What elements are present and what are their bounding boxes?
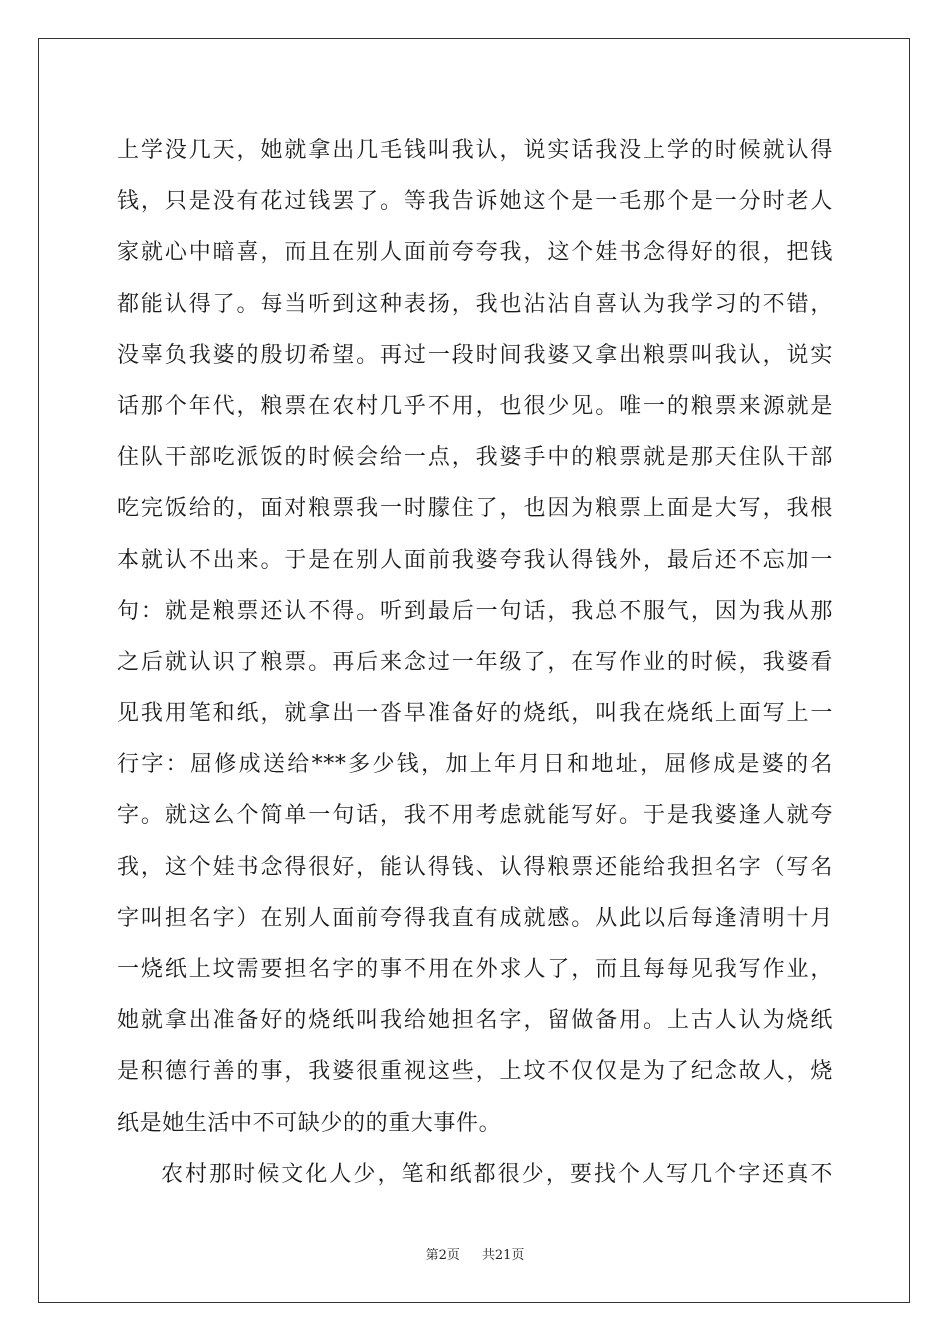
paragraph-line: 纸是她生活中不可缺少的的重大事件。 (117, 1110, 502, 1136)
page-total: 共21页 (481, 1248, 525, 1263)
paragraph-line: 句：就是粮票还认不得。听到最后一句话，我总不服气，因为我从那 (117, 598, 833, 624)
paragraph-line: 家就心中暗喜，而且在别人面前夸夸我，这个娃书念得好的很，把钱 (117, 240, 833, 266)
paragraph-line: 农村那时候文化人少，笔和纸都很少，要找个人写几个字还真不 (161, 1161, 833, 1187)
paragraph-line: 话那个年代，粮票在农村几乎不用，也很少见。唯一的粮票来源就是 (117, 393, 833, 419)
paragraph-line: 钱，只是没有花过钱罢了。等我告诉她这个是一毛那个是一分时老人 (117, 189, 833, 215)
paragraph-line: 字。就这么个简单一句话，我不用考虑就能写好。于是我婆逢人就夸 (117, 803, 833, 829)
paragraph-line: 她就拿出准备好的烧纸叫我给她担名字，留做备用。上古人认为烧纸 (117, 1008, 833, 1034)
paragraph-line: 行字：屈修成送给***多少钱，加上年月日和地址，屈修成是婆的名 (117, 752, 833, 778)
paragraph-line: 上学没几天，她就拿出几毛钱叫我认，说实话我没上学的时候就认得 (117, 138, 833, 163)
paragraph-line: 本就认不出来。于是在别人面前我婆夸我认得钱外，最后还不忘加一 (117, 547, 833, 573)
paragraph-line: 没辜负我婆的殷切希望。再过一段时间我婆又拿出粮票叫我认，说实 (117, 342, 833, 368)
paragraph-line: 吃完饭给的，面对粮票我一时朦住了，也因为粮票上面是大写，我根 (117, 496, 833, 522)
paragraph-line: 字叫担名字）在别人面前夸得我直有成就感。从此以后每逢清明十月 (117, 905, 833, 931)
paragraph-line: 是积德行善的事，我婆很重视这些，上坟不仅仅是为了纪念故人，烧 (117, 1059, 833, 1085)
paragraph-line: 住队干部吃派饭的时候会给一点，我婆手中的粮票就是那天住队干部 (117, 445, 833, 471)
paragraph-line: 见我用笔和纸，就拿出一沓早准备好的烧纸，叫我在烧纸上面写上一 (117, 701, 833, 727)
paragraph-line: 我，这个娃书念得很好，能认得钱、认得粮票还能给我担名字（写名 (117, 854, 833, 880)
paragraph-line: 一烧纸上坟需要担名字的事不用在外求人了，而且每每见我写作业， (117, 957, 833, 982)
paragraph-line: 都能认得了。每当听到这种表扬，我也沾沾自喜认为我学习的不错， (117, 291, 833, 317)
page-footer (0, 1244, 950, 1263)
page-number: 第2页 (425, 1248, 460, 1263)
paragraph-line: 之后就认识了粮票。再后来念过一年级了，在写作业的时候，我婆看 (117, 649, 833, 675)
document-body (117, 125, 833, 1200)
